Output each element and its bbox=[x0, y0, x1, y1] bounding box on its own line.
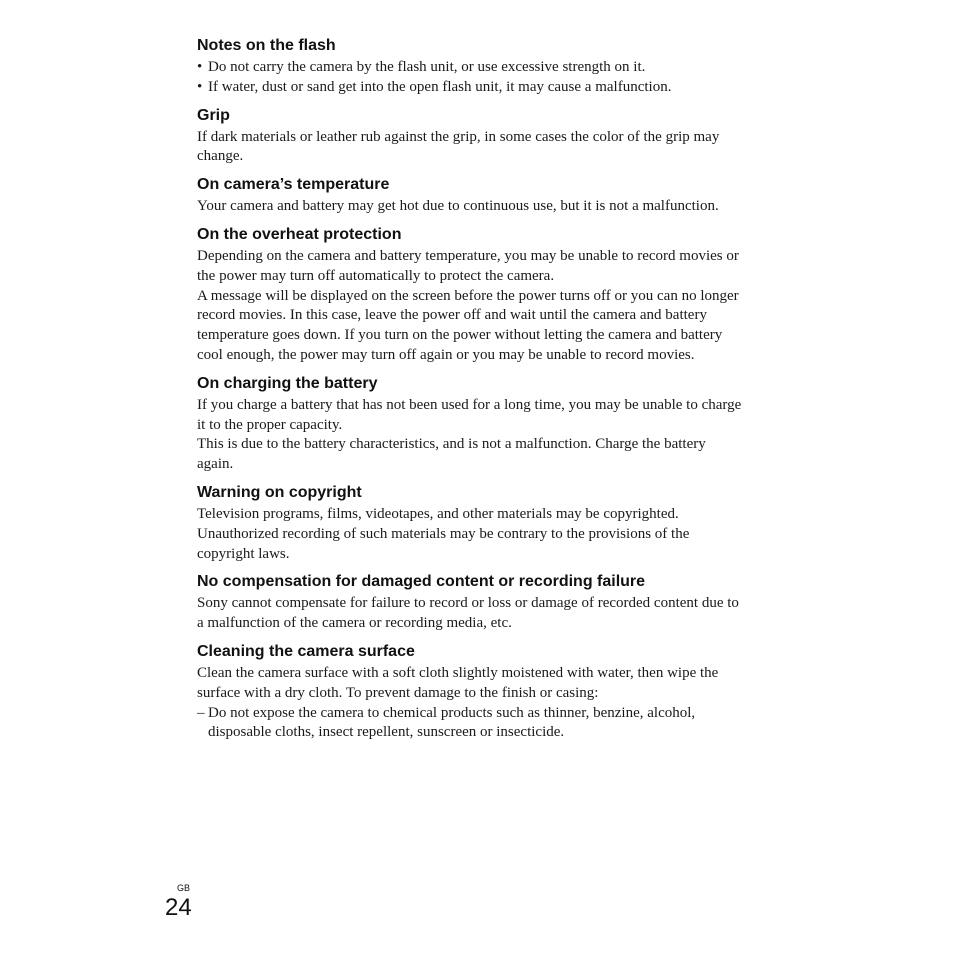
paragraph: Clean the camera surface with a soft cloth slightly moistened with water, then wipe the surface with a dry cloth. To prevent damage to the finish or casing: bbox=[197, 664, 719, 701]
list-item bbox=[197, 704, 745, 744]
list-item bbox=[197, 58, 745, 78]
section-overheat-protection bbox=[197, 225, 745, 366]
paragraph: If dark materials or leather rub against the grip, in some cases the color of the grip may change. bbox=[197, 128, 720, 165]
section-heading: Grip bbox=[197, 106, 230, 124]
section-camera-temperature bbox=[197, 175, 745, 217]
list-item-text: Do not expose the camera to chemical products such as thinner, benzine, alcohol, disposable cloths, insect repellent, sunscreen or insecticide. bbox=[208, 704, 696, 741]
bullet-mark: • bbox=[197, 59, 203, 75]
bullet-mark: • bbox=[197, 78, 203, 95]
section-heading: Cleaning the camera surface bbox=[197, 642, 415, 660]
section-heading: No compensation for damaged content or recording failure bbox=[197, 573, 646, 591]
paragraph: Your camera and battery may get hot due to continuous use, but it is not a malfunction. bbox=[197, 198, 719, 215]
list-item-text: If water, dust or sand get into the open flash unit, it may cause a malfunction. bbox=[208, 78, 672, 95]
paragraph: If you charge a battery that has not been used for a long time, you may be unable to charge it to the proper capacity. bbox=[197, 396, 742, 433]
page-content bbox=[197, 36, 745, 743]
section-heading: On charging the battery bbox=[197, 374, 378, 392]
section-notes-on-flash bbox=[197, 36, 745, 98]
paragraph: A message will be displayed on the screen before the power turns off or you can no longer record movies. In this case, leave the power off and wait until the camera and battery temperature goes down. If you turn on the power without letting the camera and battery cool enough, the power may turn off again or you may be unable to record movies. bbox=[197, 287, 739, 363]
list-item bbox=[197, 78, 745, 98]
paragraph: Sony cannot compensate for failure to record or loss or damage of recorded content due to a malfunction of the camera or recording media, etc. bbox=[197, 595, 739, 632]
list-item-text: Do not carry the camera by the flash unit, or use excessive strength on it. bbox=[208, 59, 646, 75]
section-heading: On the overheat protection bbox=[197, 225, 402, 243]
region-code: GB bbox=[177, 883, 191, 893]
section-cleaning-surface bbox=[197, 642, 745, 743]
section-no-compensation bbox=[197, 572, 745, 634]
section-grip bbox=[197, 106, 745, 168]
section-copyright-warning bbox=[197, 483, 745, 564]
section-heading: Warning on copyright bbox=[197, 483, 362, 501]
paragraph: Depending on the camera and battery temperature, you may be unable to record movies or the power may turn off automatically to protect the camera. bbox=[197, 247, 739, 284]
section-heading: Notes on the flash bbox=[197, 37, 336, 54]
paragraph: Television programs, films, videotapes, and other materials may be copyrighted. Unauthorized recording of such materials may be contrary to the provisions of the copyright laws. bbox=[197, 505, 690, 562]
section-charging-battery bbox=[197, 374, 745, 475]
paragraph: This is due to the battery characteristics, and is not a malfunction. Charge the battery again. bbox=[197, 436, 706, 473]
section-heading: On camera’s temperature bbox=[197, 176, 390, 194]
dash-mark: – bbox=[197, 704, 205, 721]
page-number: 24 bbox=[165, 894, 192, 921]
